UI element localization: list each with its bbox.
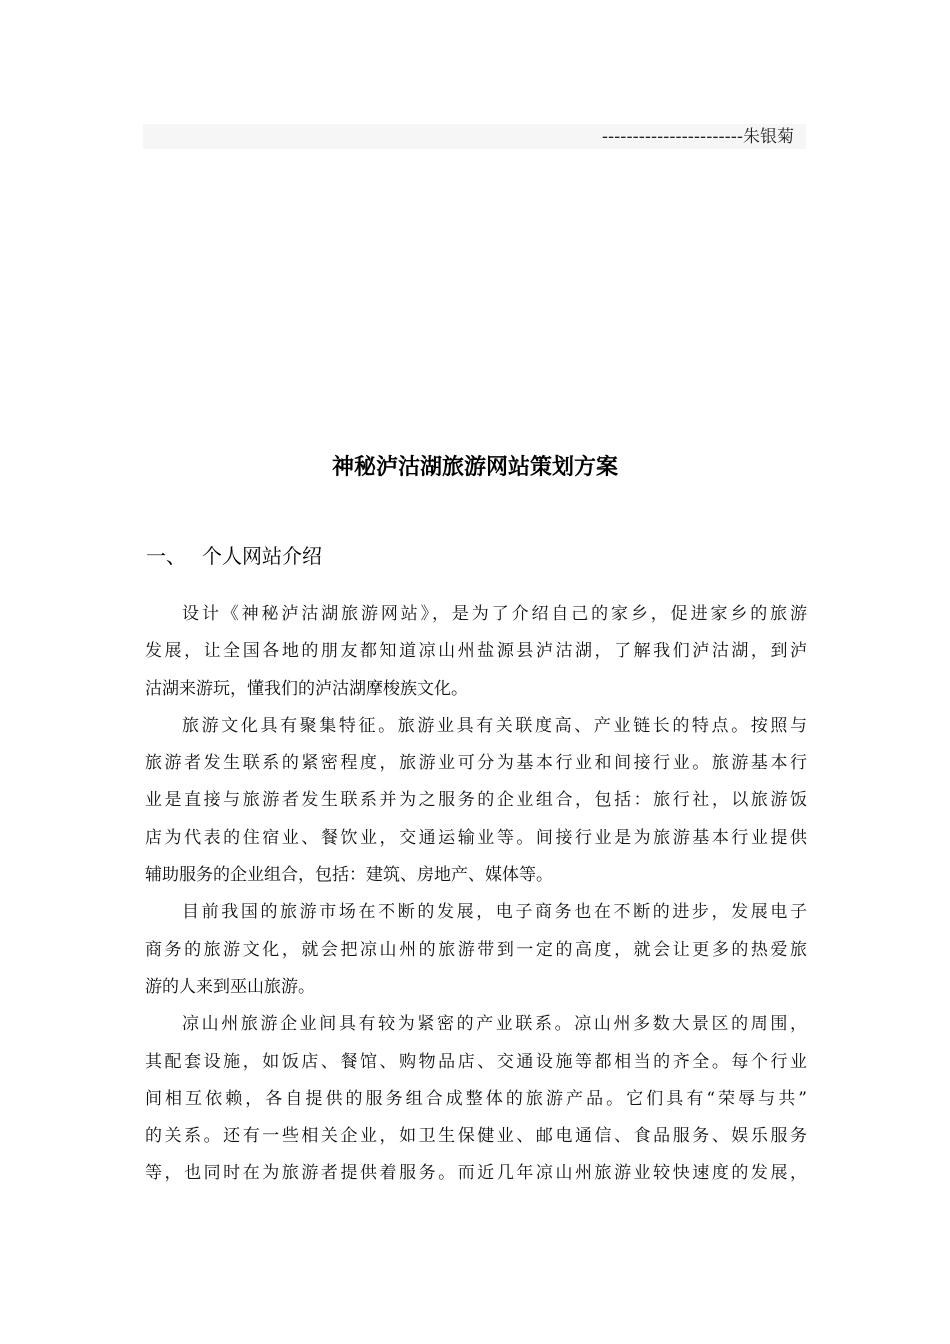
author-line: -----------------------朱银菊: [601, 127, 794, 147]
paragraph-line: 业是直接与旅游者发生联系并为之服务的企业组合，包括：旅行社，以旅游饭: [145, 790, 807, 811]
paragraph-line: 旅游者发生联系的紧密程度，旅游业可分为基本行业和间接行业。旅游基本行: [145, 753, 807, 774]
section-number: 一、: [146, 544, 186, 568]
paragraph-line: 游的人来到巫山旅游。: [145, 976, 315, 997]
paragraph-line: 发展，让全国各地的朋友都知道凉山州盐源县泸沽湖，了解我们泸沽湖，到泸: [145, 641, 807, 662]
paragraph-line: 间相互依赖，各自提供的服务组合成整体的旅游产品。它们具有“荣辱与共”: [145, 1088, 807, 1109]
paragraph-line: 凉山州旅游企业间具有较为紧密的产业联系。凉山州多数大景区的周围，: [182, 1014, 807, 1035]
paragraph-line: 商务的旅游文化，就会把凉山州的旅游带到一定的高度，就会让更多的热爱旅: [145, 939, 807, 960]
body-text: [145, 596, 807, 1193]
document-title: 神秘泸沽湖旅游网站策划方案: [331, 455, 618, 480]
section-heading: [146, 541, 322, 571]
paragraph-line: 等，也同时在为旅游者提供着服务。而近几年凉山州旅游业较快速度的发展，: [145, 1163, 807, 1184]
paragraph-line: 的关系。还有一些相关企业，如卫生保健业、邮电通信、食品服务、娱乐服务: [145, 1126, 807, 1147]
paragraph-line: 其配套设施，如饭店、餐馆、购物品店、交通设施等都相当的齐全。每个行业: [145, 1051, 807, 1072]
paragraph-line: 设计《神秘泸沽湖旅游网站》，是为了介绍自己的家乡，促进家乡的旅游: [182, 604, 807, 624]
paragraph-line: 店为代表的住宿业、餐饮业，交通运输业等。间接行业是为旅游基本行业提供: [145, 827, 807, 848]
paragraph-line: 沽湖来游玩，懂我们的泸沽湖摩梭族文化。: [145, 678, 468, 699]
paragraph-line: 旅游文化具有聚集特征。旅游业具有关联度高、产业链长的特点。按照与: [182, 715, 807, 736]
section-heading-text: 个人网站介绍: [202, 544, 322, 568]
paragraph-line: 辅助服务的企业组合，包括：建筑、房地产、媒体等。: [145, 865, 553, 886]
paragraph-line: 目前我国的旅游市场在不断的发展，电子商务也在不断的进步，发展电子: [182, 902, 807, 923]
